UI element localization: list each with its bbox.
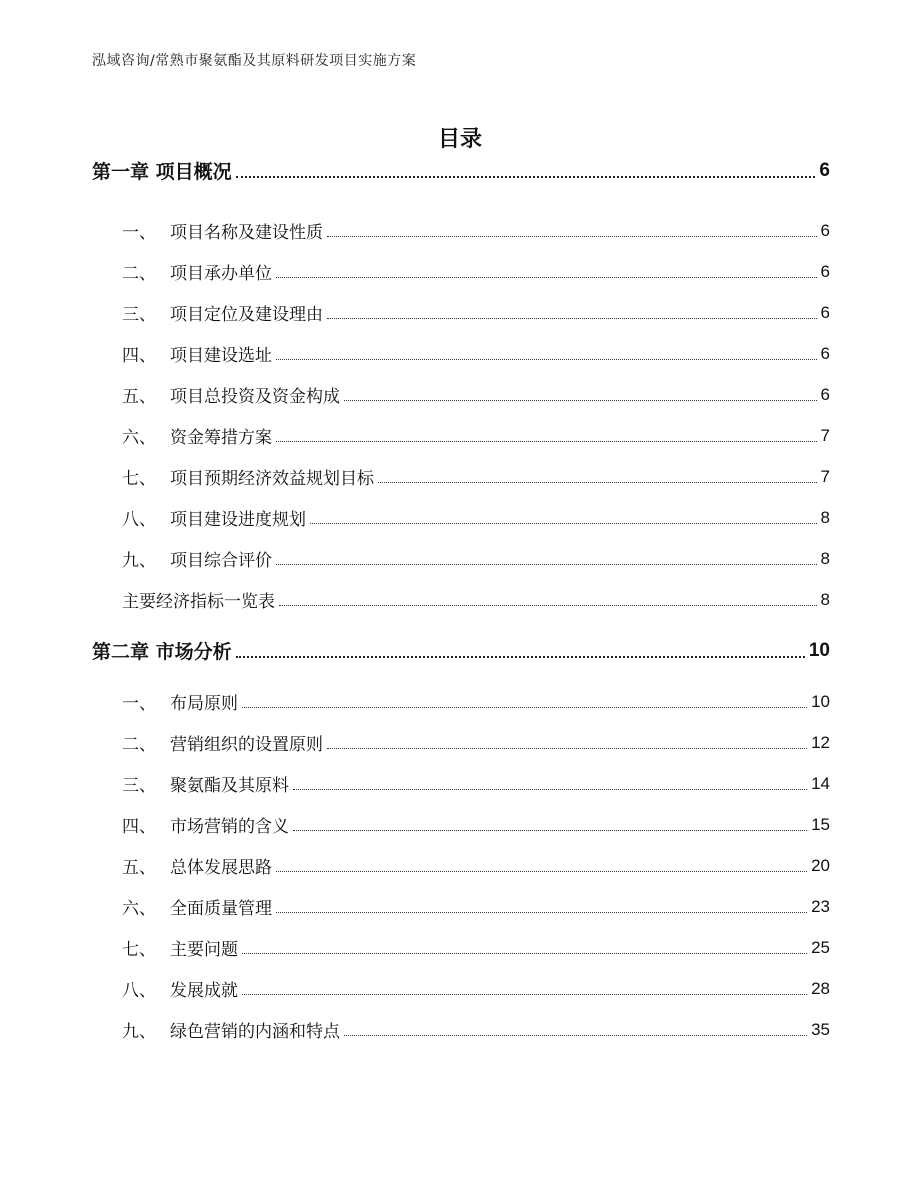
entry-number: 二、 bbox=[122, 264, 156, 284]
entry-page-number: 23 bbox=[811, 896, 830, 916]
dot-leader bbox=[242, 978, 807, 998]
toc-chapter-entry[interactable] bbox=[92, 150, 830, 191]
entry-page-number: 35 bbox=[811, 1019, 830, 1039]
toc-section-entry[interactable] bbox=[92, 845, 830, 886]
entry-page-number: 6 bbox=[820, 220, 830, 240]
toc-section-entry[interactable] bbox=[92, 722, 830, 763]
toc-section-entry[interactable] bbox=[92, 497, 830, 538]
entry-page-number: 6 bbox=[820, 302, 830, 322]
entry-label: 市场营销的含义 bbox=[170, 817, 289, 837]
entry-number: 六、 bbox=[122, 428, 156, 448]
entry-number: 九、 bbox=[122, 551, 156, 571]
toc-section-entry[interactable] bbox=[92, 927, 830, 968]
toc-section-entry[interactable] bbox=[92, 681, 830, 722]
entry-label: 项目建设进度规划 bbox=[170, 510, 306, 530]
entry-page-number: 6 bbox=[820, 384, 830, 404]
entry-label: 第二章 市场分析 bbox=[92, 641, 232, 663]
entry-page-number: 8 bbox=[820, 507, 830, 527]
toc-section-entry[interactable] bbox=[92, 1009, 830, 1050]
entry-label: 项目名称及建设性质 bbox=[170, 223, 323, 243]
entry-number: 七、 bbox=[122, 940, 156, 960]
entry-page-number: 25 bbox=[811, 937, 830, 957]
toc-section-entry[interactable] bbox=[92, 456, 830, 497]
entry-label: 项目定位及建设理由 bbox=[170, 305, 323, 325]
entry-number: 八、 bbox=[122, 510, 156, 530]
table-of-contents bbox=[92, 150, 830, 1050]
entry-label: 项目建设选址 bbox=[170, 346, 272, 366]
entry-label: 资金筹措方案 bbox=[170, 428, 272, 448]
dot-leader bbox=[276, 548, 817, 568]
entry-label: 主要经济指标一览表 bbox=[122, 592, 275, 612]
entry-number: 一、 bbox=[122, 694, 156, 714]
entry-label: 项目总投资及资金构成 bbox=[170, 387, 340, 407]
dot-leader bbox=[327, 732, 807, 752]
entry-number: 五、 bbox=[122, 387, 156, 407]
toc-section-entry[interactable] bbox=[92, 415, 830, 456]
entry-page-number: 28 bbox=[811, 978, 830, 998]
toc-title: 目录 bbox=[437, 127, 482, 152]
dot-leader bbox=[293, 814, 807, 834]
entry-number: 六、 bbox=[122, 899, 156, 919]
entry-number: 八、 bbox=[122, 981, 156, 1001]
entry-page-number: 7 bbox=[820, 425, 830, 445]
dot-leader bbox=[242, 937, 807, 957]
dot-leader bbox=[327, 302, 817, 322]
dot-leader bbox=[293, 773, 807, 793]
dot-leader bbox=[236, 639, 805, 662]
entry-number: 四、 bbox=[122, 817, 156, 837]
entry-page-number: 8 bbox=[820, 589, 830, 609]
toc-section-entry[interactable] bbox=[92, 210, 830, 251]
entry-number: 一、 bbox=[122, 223, 156, 243]
entry-label: 项目预期经济效益规划目标 bbox=[170, 469, 374, 489]
entry-page-number: 6 bbox=[820, 261, 830, 281]
entry-page-number: 6 bbox=[820, 343, 830, 363]
entry-number: 五、 bbox=[122, 858, 156, 878]
entry-page-number: 6 bbox=[819, 159, 830, 181]
toc-section-entry[interactable] bbox=[92, 374, 830, 415]
dot-leader bbox=[344, 1019, 807, 1039]
entry-page-number: 10 bbox=[811, 691, 830, 711]
toc-section-entry[interactable] bbox=[92, 968, 830, 1009]
entry-page-number: 7 bbox=[820, 466, 830, 486]
toc-section-entry[interactable] bbox=[92, 763, 830, 804]
entry-page-number: 15 bbox=[811, 814, 830, 834]
running-header: 泓域咨询/常熟市聚氨酯及其原料研发项目实施方案 bbox=[92, 53, 417, 69]
dot-leader bbox=[236, 159, 816, 182]
entry-number: 七、 bbox=[122, 469, 156, 489]
entry-number: 三、 bbox=[122, 305, 156, 325]
dot-leader bbox=[276, 261, 817, 281]
entry-page-number: 12 bbox=[811, 732, 830, 752]
toc-section-entry[interactable] bbox=[92, 804, 830, 845]
toc-section-entry[interactable] bbox=[92, 292, 830, 333]
toc-section-entry[interactable] bbox=[92, 251, 830, 292]
entry-page-number: 20 bbox=[811, 855, 830, 875]
entry-number: 二、 bbox=[122, 735, 156, 755]
entry-label: 发展成就 bbox=[170, 981, 238, 1001]
dot-leader bbox=[276, 896, 807, 916]
entry-label: 项目综合评价 bbox=[170, 551, 272, 571]
entry-number: 三、 bbox=[122, 776, 156, 796]
entry-number: 四、 bbox=[122, 346, 156, 366]
dot-leader bbox=[276, 425, 817, 445]
dot-leader bbox=[276, 855, 807, 875]
entry-label: 绿色营销的内涵和特点 bbox=[170, 1022, 340, 1042]
dot-leader bbox=[344, 384, 817, 404]
entry-page-number: 10 bbox=[808, 639, 830, 661]
entry-page-number: 8 bbox=[820, 548, 830, 568]
entry-label: 总体发展思路 bbox=[170, 858, 272, 878]
toc-section-entry[interactable] bbox=[92, 886, 830, 927]
dot-leader bbox=[276, 343, 817, 363]
toc-section-entry[interactable] bbox=[92, 333, 830, 374]
entry-label: 项目承办单位 bbox=[170, 264, 272, 284]
dot-leader bbox=[242, 691, 807, 711]
toc-section-entry[interactable] bbox=[92, 538, 830, 579]
dot-leader bbox=[327, 220, 817, 240]
entry-label: 布局原则 bbox=[170, 694, 238, 714]
entry-number: 九、 bbox=[122, 1022, 156, 1042]
entry-label: 营销组织的设置原则 bbox=[170, 735, 323, 755]
entry-label: 主要问题 bbox=[170, 940, 238, 960]
entry-page-number: 14 bbox=[811, 773, 830, 793]
toc-section-entry[interactable] bbox=[92, 579, 830, 620]
dot-leader bbox=[378, 466, 817, 486]
toc-chapter-entry[interactable] bbox=[92, 630, 830, 671]
entry-label: 第一章 项目概况 bbox=[92, 161, 232, 183]
dot-leader bbox=[279, 589, 817, 609]
entry-label: 全面质量管理 bbox=[170, 899, 272, 919]
dot-leader bbox=[310, 507, 817, 527]
entry-label: 聚氨酯及其原料 bbox=[170, 776, 289, 796]
